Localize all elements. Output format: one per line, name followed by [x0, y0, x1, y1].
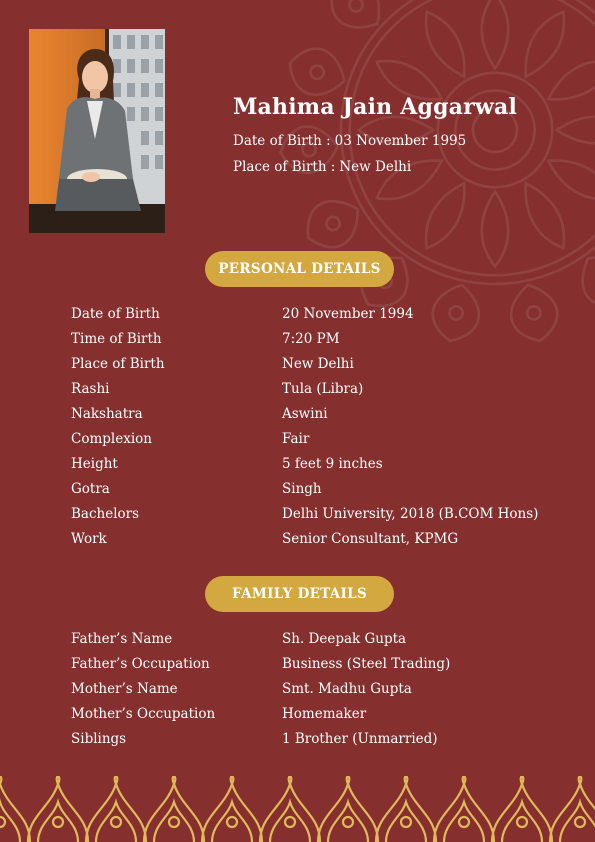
- detail-row: [71, 726, 551, 751]
- detail-label: Height: [71, 455, 118, 472]
- personal-details-list: [71, 301, 551, 551]
- detail-value: Sh. Deepak Gupta: [282, 630, 407, 647]
- profile-photo: [29, 29, 165, 233]
- detail-label: Mother’s Occupation: [71, 705, 216, 722]
- detail-row: [71, 476, 551, 501]
- detail-value: Smt. Madhu Gupta: [282, 680, 412, 697]
- detail-label: Place of Birth: [71, 355, 165, 372]
- detail-value: Singh: [282, 480, 322, 497]
- detail-label: Father’s Occupation: [71, 655, 210, 672]
- detail-row: [71, 351, 551, 376]
- detail-value: New Delhi: [282, 355, 354, 372]
- personal-details-heading: PERSONAL DETAILS: [205, 251, 394, 287]
- detail-label: Date of Birth: [71, 305, 160, 322]
- detail-label: Nakshatra: [71, 405, 143, 422]
- detail-value: Senior Consultant, KPMG: [282, 530, 459, 547]
- detail-label: Siblings: [71, 730, 127, 747]
- detail-value: Tula (Libra): [282, 380, 364, 397]
- detail-label: Rashi: [71, 380, 110, 397]
- detail-label: Time of Birth: [71, 330, 162, 347]
- detail-row: [71, 701, 551, 726]
- detail-value: Business (Steel Trading): [282, 655, 451, 672]
- detail-label: Father’s Name: [71, 630, 173, 647]
- detail-value: Fair: [282, 430, 310, 447]
- profile-pob: [233, 159, 411, 175]
- detail-row: [71, 376, 551, 401]
- family-details-list: [71, 626, 551, 751]
- detail-value: Aswini: [282, 405, 328, 422]
- detail-label: Bachelors: [71, 505, 140, 522]
- mandala-decoration: [275, 0, 595, 350]
- detail-row: [71, 676, 551, 701]
- detail-label: Work: [71, 530, 107, 547]
- profile-pob-label: Place of Birth :: [233, 159, 336, 175]
- detail-value: 7:20 PM: [282, 330, 340, 347]
- ornamental-border: [0, 776, 595, 842]
- detail-label: Gotra: [71, 480, 110, 497]
- detail-value: 1 Brother (Unmarried): [282, 730, 438, 747]
- detail-row: [71, 501, 551, 526]
- detail-row: [71, 401, 551, 426]
- detail-value: Homemaker: [282, 705, 367, 722]
- detail-label: Complexion: [71, 430, 152, 447]
- detail-row: [71, 626, 551, 651]
- profile-dob-value: 03 November 1995: [334, 133, 467, 149]
- detail-value: 5 feet 9 inches: [282, 455, 383, 472]
- profile-dob-label: Date of Birth :: [233, 133, 331, 149]
- detail-row: [71, 301, 551, 326]
- detail-row: [71, 651, 551, 676]
- detail-row: [71, 526, 551, 551]
- detail-value: 20 November 1994: [282, 305, 414, 322]
- detail-value: Delhi University, 2018 (B.COM Hons): [282, 505, 539, 522]
- detail-label: Mother’s Name: [71, 680, 178, 697]
- family-details-heading: FAMILY DETAILS: [205, 576, 394, 612]
- detail-row: [71, 326, 551, 351]
- detail-row: [71, 426, 551, 451]
- detail-row: [71, 451, 551, 476]
- profile-name: Mahima Jain Aggarwal: [233, 94, 518, 120]
- profile-dob: [233, 133, 466, 149]
- profile-pob-value: New Delhi: [339, 159, 412, 175]
